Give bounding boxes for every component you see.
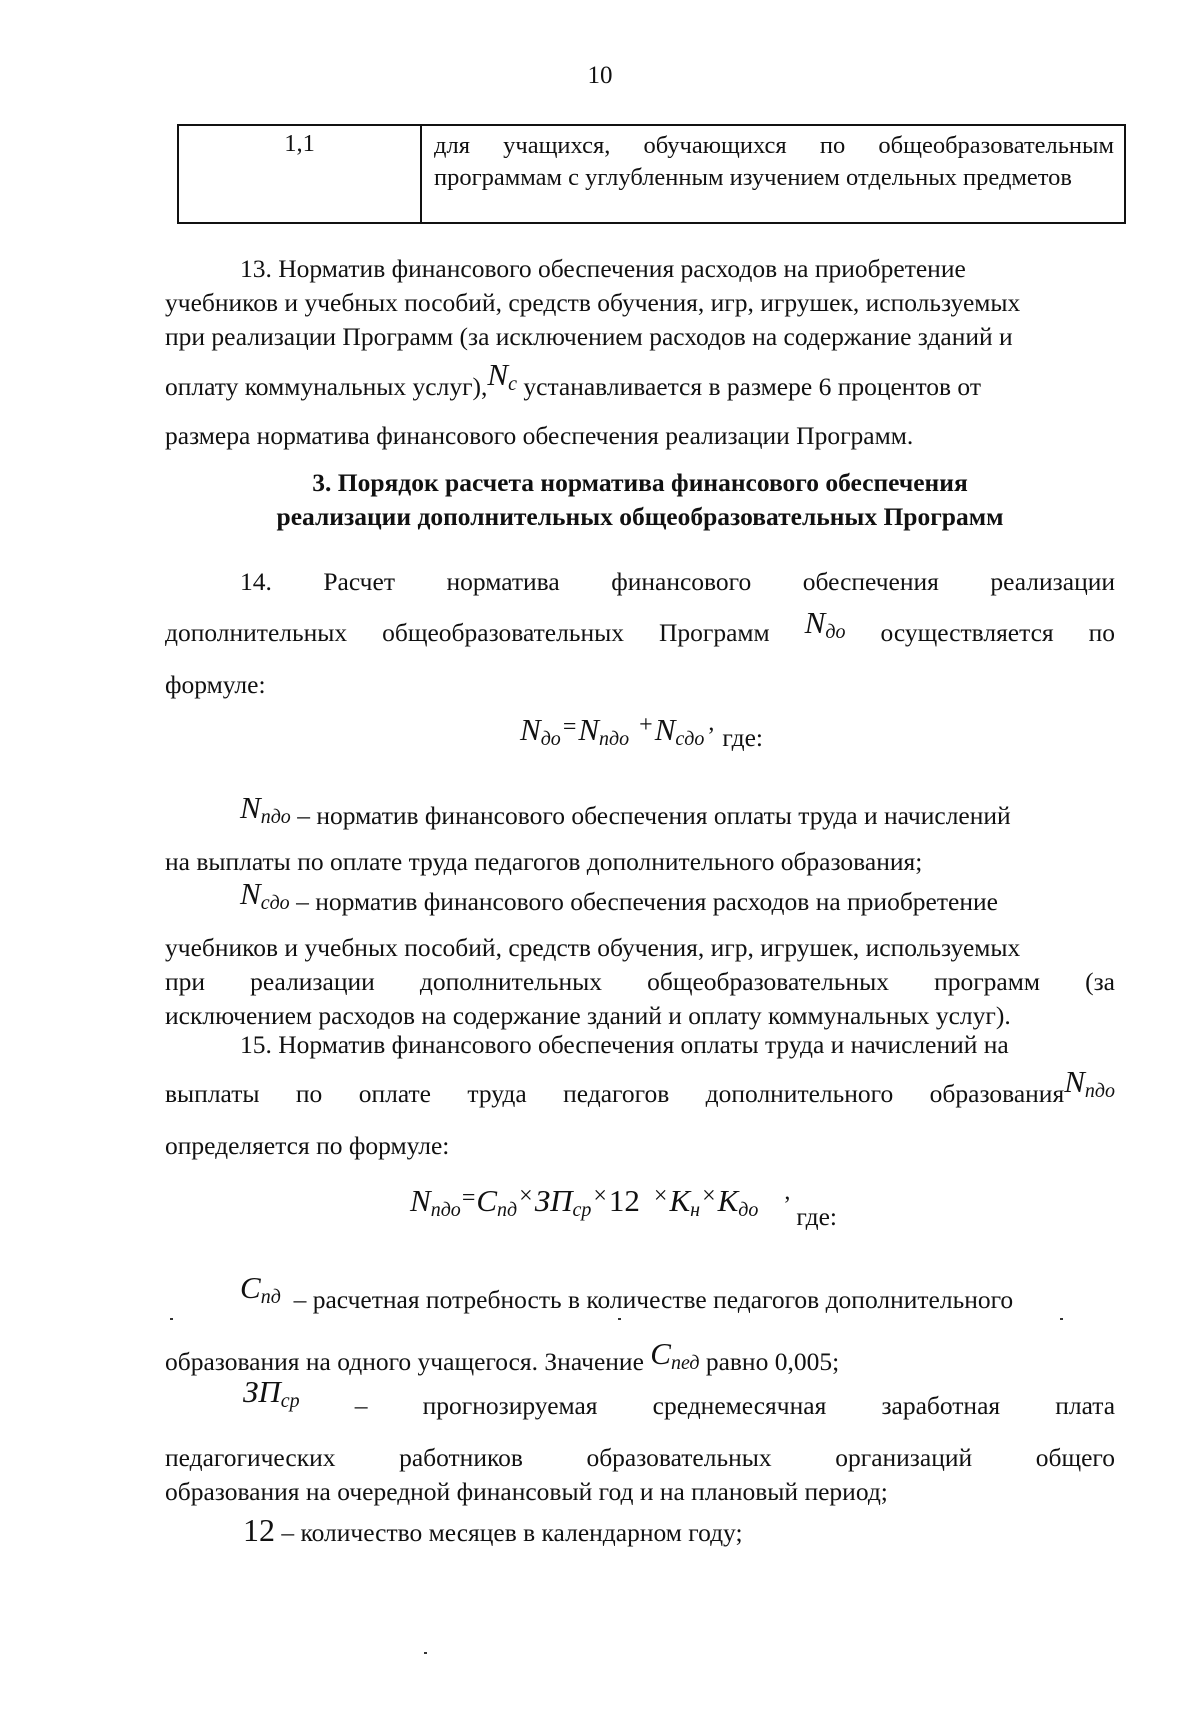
table-row: [178, 125, 1125, 223]
twelve-symbol: 12: [243, 1512, 275, 1548]
formula-ndo: $N_{до}=N_{пдо}^+N_{сдо}^,$ где:: [520, 710, 763, 752]
paragraph-13-line-5: размера норматива финансового обеспечения реализации Программ.: [165, 421, 914, 450]
nsdo-symbol: $N_{сдо}$: [240, 876, 290, 914]
definition-nsdo-line-4: исключением расходов на содержание зданий и оплату коммунальных услуг).: [165, 1001, 1011, 1030]
definition-cpd: $C_{пд}$ – расчетная потребность в количестве педагогов дополнительного образования на одного учащегося. Значение $C_{пед}$ равно 0,005;: [165, 1270, 1115, 1394]
zp-symbol: $ЗП_{ср}$: [243, 1374, 300, 1412]
definition-nsdo: $N_{сдо}$ – норматив финансового обеспечения расходов на приобретение учебников и учебных пособий, средств обучения, игр, игрушек, используемых при реализации дополнительных общеобразовательных программ (за исключением расходов на содержание зданий и оплату коммунальных услуг).: [165, 878, 1115, 1033]
scan-speck: [1060, 1318, 1063, 1320]
paragraph-14-line-2: дополнительных общеобразовательных Программ $N_{до}$ осуществляется по: [165, 605, 1115, 647]
definition-12: 12 – количество месяцев в календарном году;: [243, 1512, 743, 1548]
scan-speck: [424, 1652, 427, 1654]
paragraph-13-line-4: оплату коммунальных $услуг),N_c$ устанавливается в размере 6 процентов от: [165, 357, 981, 401]
definition-zp: $ЗП_{ср}$ – прогнозируемая среднемесячная заработная плата педагогических работников образовательных организаций общего образования на очередной финансовый год и на плановый период;: [165, 1376, 1115, 1509]
definition-nsdo-line-2: учебников и учебных пособий, средств обучения, игр, игрушек, используемых: [165, 933, 1021, 962]
page-number: 10: [587, 62, 613, 89]
paragraph-14-line-3: формуле:: [165, 670, 266, 699]
ndo-symbol: $N_{до}$: [804, 605, 846, 643]
coefficient-cell: 1,1: [178, 125, 421, 223]
paragraph-14-line-1: 14. Расчет норматива финансового обеспечения реализации: [240, 567, 1116, 596]
cped-symbol: $C_{пед}$: [650, 1336, 700, 1374]
paragraph-15-line-3: определяется по формуле:: [165, 1131, 450, 1160]
paragraph-13-line-3: при реализации Программ (за исключением расходов на содержание зданий и: [165, 322, 1013, 351]
npdo-symbol: $N_{пдо}$: [240, 790, 291, 828]
formula-npdo: $N_{пдо}=C_{пд}^\times ЗП_{ср}^\times 12$ $^\times K_н^\times K_{до}^,_{где:}$: [410, 1179, 837, 1231]
paragraph-15-line-1: 15. Норматив финансового обеспечения оплаты труда и начислений на: [240, 1030, 1009, 1059]
coefficient-description-cell: для учащихся, обучающихся по общеобразовательным программам с углубленным изучением отдельных предметов: [421, 125, 1125, 223]
paragraph-13: [165, 252, 1115, 453]
paragraph-15: [165, 1028, 1115, 1163]
definition-npdo-line-2: на выплаты по оплате труда педагогов дополнительного образования;: [165, 847, 923, 876]
coefficient-table: [177, 124, 1126, 224]
scan-speck: [170, 1318, 173, 1320]
definition-zp-line-3: образования на очередной финансовый год и на плановый период;: [165, 1477, 888, 1506]
scan-speck: [618, 1318, 621, 1320]
nc-symbol: $N_c$: [487, 357, 517, 395]
paragraph-13-line-2: учебников и учебных пособий, средств обучения, игр, игрушек, используемых: [165, 288, 1021, 317]
section-3-heading: 3. Порядок расчета норматива финансового обеспечения реализации дополнительных общеобразовательных Программ: [276, 468, 1004, 531]
paragraph-14: [165, 565, 1115, 702]
paragraph-15-line-2: выплаты по оплате труда педагогов дополнительного образованияN$_{пдо}$: [165, 1064, 1115, 1108]
definition-nsdo-line-3: при реализации дополнительных общеобразовательных программ (за: [165, 967, 1115, 996]
definition-npdo: $N_{пдо}$ – норматив финансового обеспечения оплаты труда и начислений на выплаты по оплате труда педагогов дополнительного образования;: [165, 792, 1115, 879]
paragraph-13-line-1: 13. Норматив финансового обеспечения расходов на приобретение: [240, 254, 966, 283]
definition-zp-line-2: педагогических работников образовательных организаций общего: [165, 1443, 1115, 1472]
definition-cpd-line-2: образования на одного учащегося. Значение $C_{пед}$ равно 0,005;: [165, 1336, 840, 1376]
npdo-symbol-2: $N_{пдо}$: [1064, 1064, 1115, 1102]
cpd-symbol: $C_{пд}$: [240, 1270, 281, 1308]
